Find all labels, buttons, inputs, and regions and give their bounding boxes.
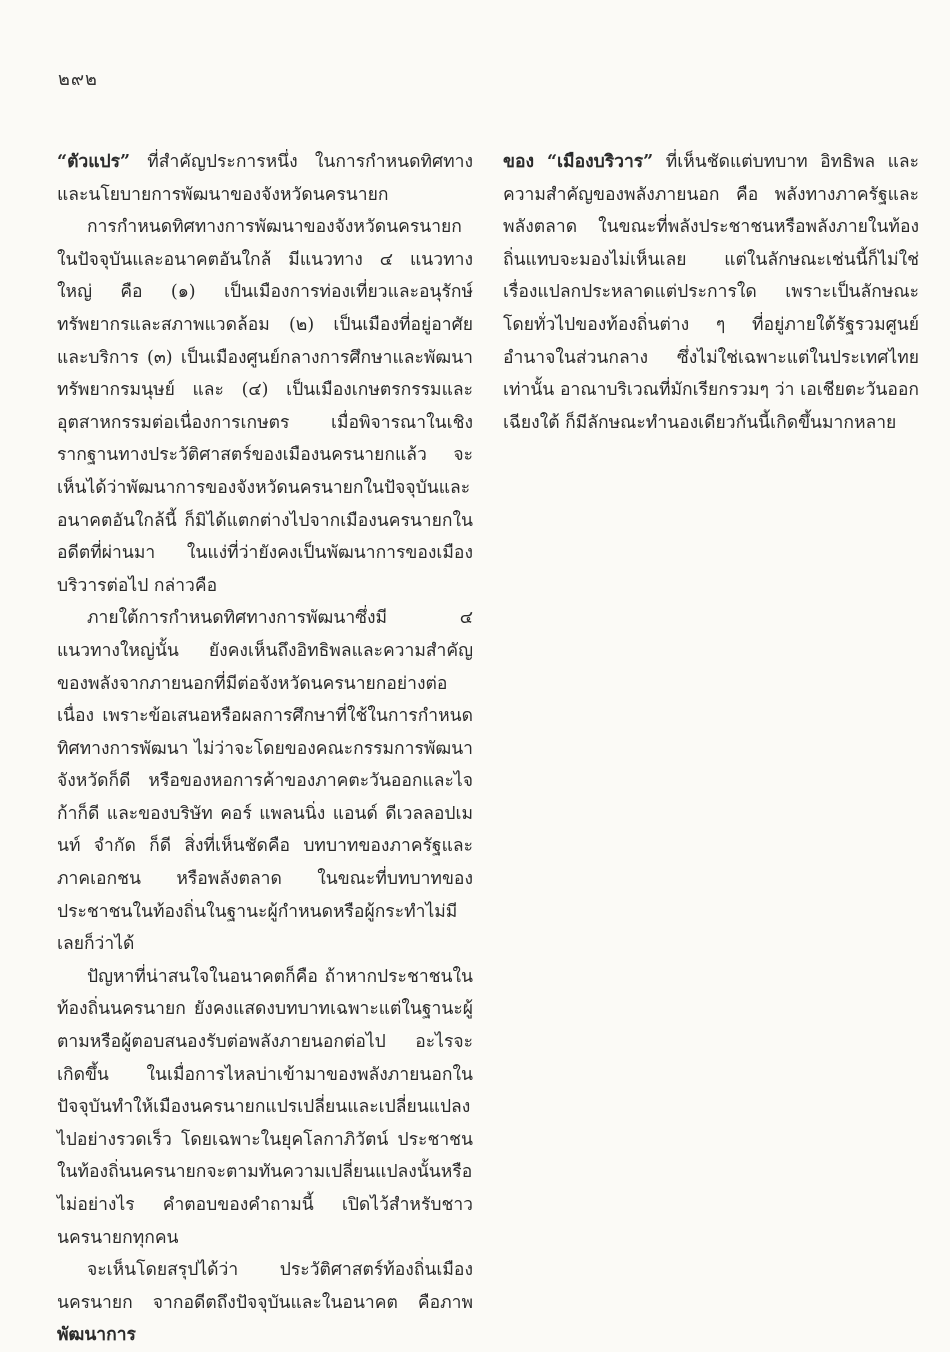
left-column bbox=[57, 146, 473, 1352]
key-term: ของ “เมืองบริวาร” bbox=[503, 152, 654, 172]
paragraph: การกำหนดทิศทางการพัฒนาของจังหวัดนครนายกในปัจจุบันและอนาคตอันใกล้ มีแนวทาง ๔ แนวทางใหญ่ คือ (๑) เป็นเมืองการท่องเที่ยวและอนุรักษ์ทรัพยากรและสภาพแวดล้อม (๒) เป็นเมืองที่อยู่อาศัยและบริการ (๓) เป็นเมืองศูนย์กลางการศึกษาและพัฒนาทรัพยากรมนุษย์ และ (๔) เป็นเมืองเกษตรกรรมและอุตสาหกรรมต่อเนื่องการเกษตร เมื่อพิจารณาในเชิงรากฐานทางประวัติศาสตร์ของเมืองนครนายกแล้ว จะเห็นได้ว่าพัฒนาการของจังหวัดนครนายกในปัจจุบันและอนาคตอันใกล้นี้ ก็มิได้แตกต่างไปจากเมืองนครนายกในอดีตที่ผ่านมา ในแง่ที่ว่ายังคงเป็นพัฒนาการของเมืองบริวารต่อไป กล่าวคือ bbox=[57, 217, 473, 596]
paragraph: ภายใต้การกำหนดทิศทางการพัฒนาซึ่งมี ๔ แนวทางใหญ่นั้น ยังคงเห็นถึงอิทธิพลและความสำคัญ ของพลังจากภายนอกที่มีต่อจังหวัดนครนายกอย่างต่อเนื่อง เพราะข้อเสนอหรือผลการศึกษาที่ใช้ในการกำหนดทิศทางการพัฒนา ไม่ว่าจะโดยของคณะกรรมการพัฒนาจังหวัดก็ดี หรือของหอการค้าของภาคตะวันออกและไจก้าก็ดี และของบริษัท คอร์ แพลนนิ่ง แอนด์ ดีเวลลอปเมนท์ จำกัด ก็ดี สิ่งที่เห็นชัดคือ บทบาทของภาครัฐและภาคเอกชน หรือพลังตลาด ในขณะที่บทบาทของประชาชนในท้องถิ่นในฐานะผู้กำหนดหรือผู้กระทำไม่มีเลยก็ว่าได้ bbox=[57, 608, 473, 955]
key-term: “ตัวแปร” bbox=[57, 152, 131, 172]
paragraph-text: จะเห็นโดยสรุปได้ว่า ประวัติศาสตร์ท้องถิ่นเมืองนครนายก จากอดีตถึงปัจจุบันและในอนาคต คือภาพ bbox=[57, 1260, 473, 1313]
paragraph-text: ที่เห็นชัดแต่บทบาท อิทธิพล และความสำคัญของพลังภายนอก คือ พลังทางภาครัฐและพลังตลาด ในขณะที่พลังประชาชนหรือพลังภายในท้องถิ่นแทบจะมองไม่เห็นเลย แต่ในลักษณะเช่นนี้ก็ไม่ใช่เรื่องแปลกประหลาดแต่ประการใด เพราะเป็นลักษณะโดยทั่วไปของท้องถิ่นต่าง ๆ ที่อยู่ภายใต้รัฐรวมศูนย์อำนาจในส่วนกลาง ซึ่งไม่ใช่เฉพาะแต่ในประเทศไทยเท่านั้น อาณาบริเวณที่มักเรียกรวมๆ ว่า เอเชียตะวันออกเฉียงใต้ ก็มีลักษณะทำนองเดียวกันนี้เกิดขึ้นมากหลาย bbox=[503, 152, 919, 433]
page-number: ๒๙๒ bbox=[58, 69, 98, 90]
paragraph bbox=[57, 1254, 473, 1352]
paragraph: ปัญหาที่น่าสนใจในอนาคตก็คือ ถ้าหากประชาชนในท้องถิ่นนครนายก ยังคงแสดงบทบาทเฉพาะแต่ในฐานะผู้ตามหรือผู้ตอบสนองรับต่อพลังภายนอกต่อไป อะไรจะเกิดขึ้น ในเมื่อการไหลบ่าเข้ามาของพลังภายนอกในปัจจุบันทำให้เมืองนครนายกแปรเปลี่ยนและเปลี่ยนแปลงไปอย่างรวดเร็ว โดยเฉพาะในยุคโลกาภิวัตน์ ประชาชนในท้องถิ่นนครนายกจะตามทันความเปลี่ยนแปลงนั้นหรือไม่อย่างไร คำตอบของคำถามนี้ เปิดไว้สำหรับชาวนครนายกทุกคน bbox=[57, 966, 473, 1248]
paragraph-text: ที่สำคัญประการหนึ่ง ในการกำหนดทิศทางและนโยบายการพัฒนาของจังหวัดนครนายก bbox=[57, 152, 473, 205]
paragraph bbox=[57, 146, 473, 211]
right-column bbox=[503, 146, 919, 439]
paragraph bbox=[503, 146, 919, 439]
key-term: พัฒนาการ bbox=[57, 1325, 136, 1346]
